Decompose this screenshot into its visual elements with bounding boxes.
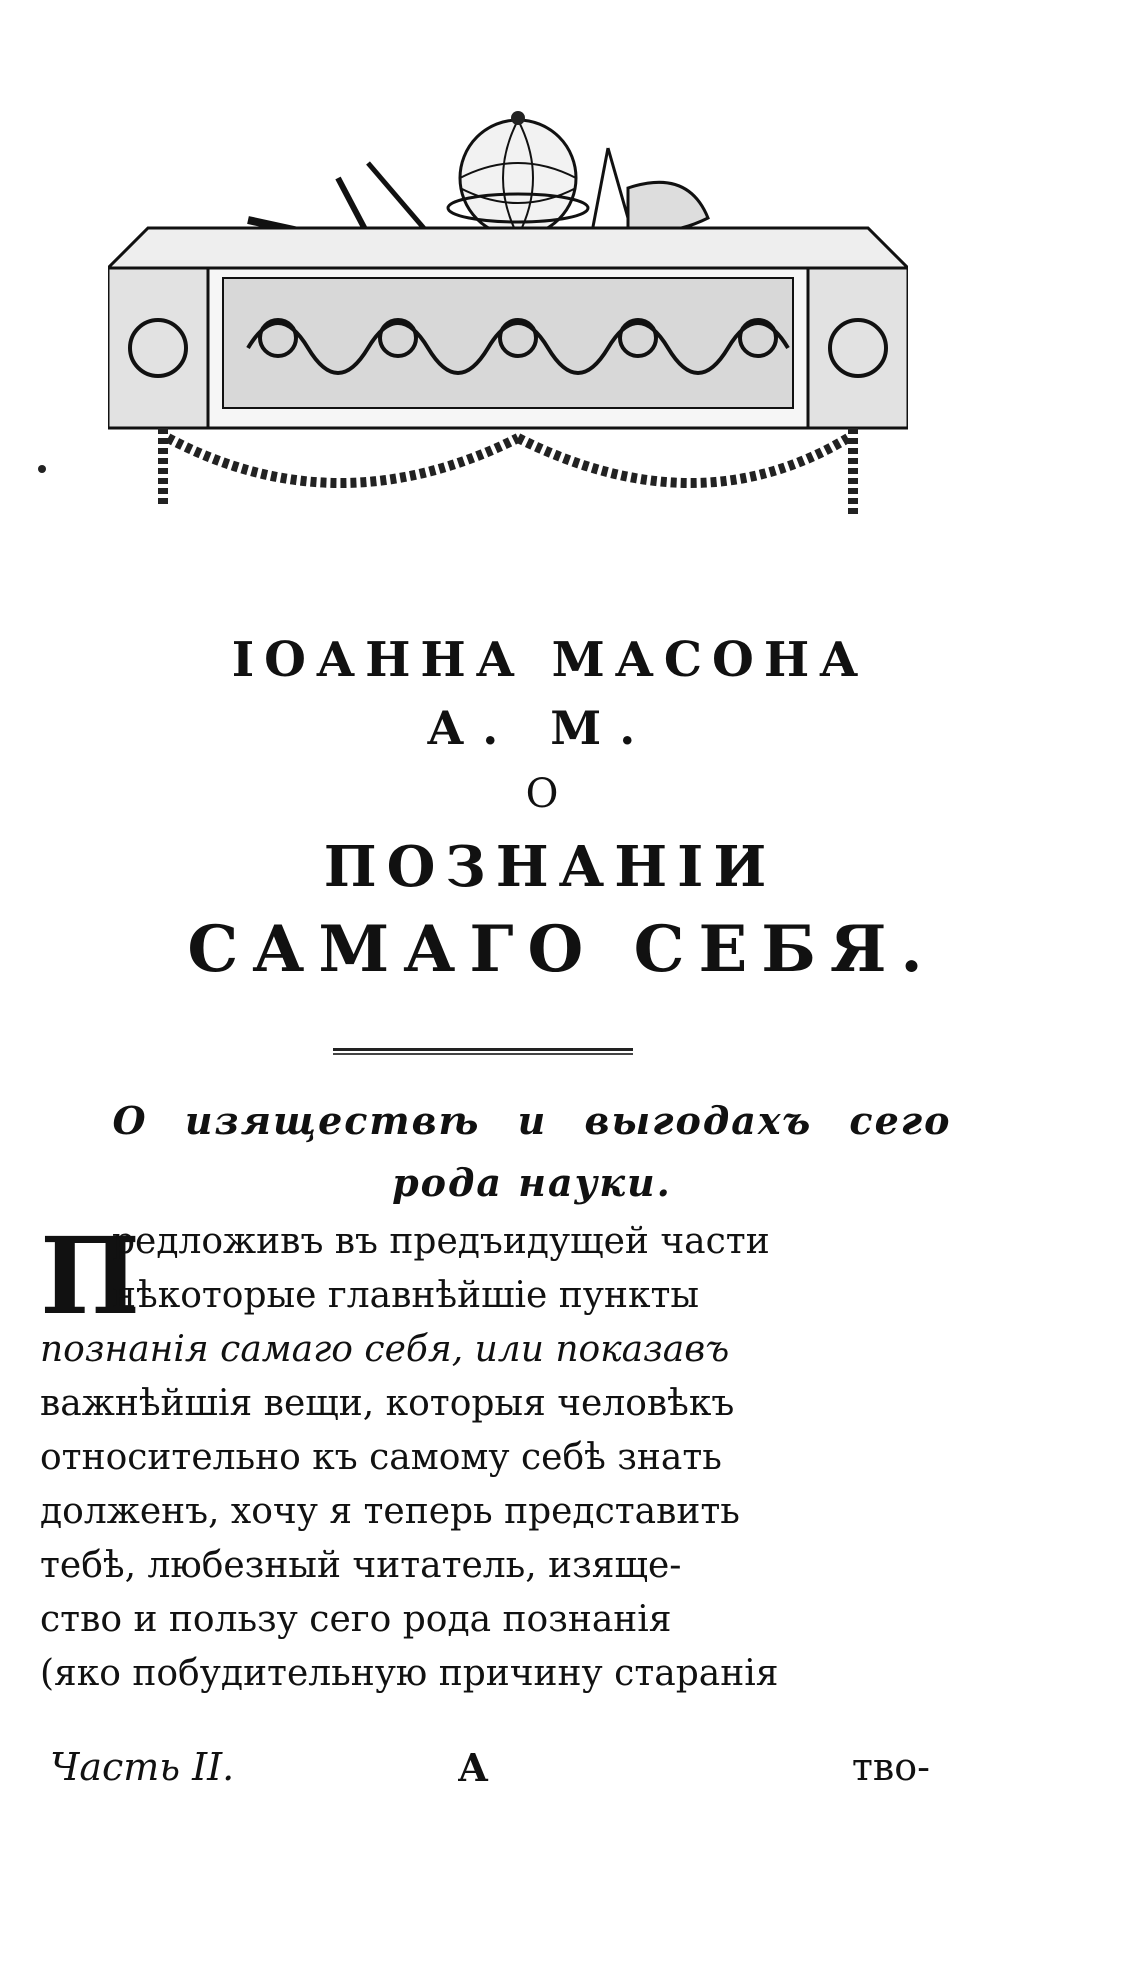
section-heading-line2: рода науки. — [392, 1160, 672, 1205]
body-line: редложивъ въ предъидущей части — [112, 1221, 770, 1262]
body-line: ство и пользу сего рода познанія — [40, 1599, 672, 1640]
section-heading-line1: О изяществѣ и выгодахъ сего — [112, 1098, 952, 1143]
ink-dot — [38, 465, 46, 473]
signature-letter: А — [457, 1745, 489, 1790]
body-line: относительно къ самому себѣ знать — [40, 1437, 722, 1478]
page-footer — [50, 1745, 930, 1790]
body-text — [40, 1215, 940, 1701]
drop-cap: П — [40, 1213, 141, 1338]
title-preposition: О — [525, 771, 559, 817]
catchword: тво- — [851, 1745, 930, 1789]
body-line: важнѣйшія вещи, которыя человѣкъ — [40, 1383, 735, 1424]
author-name: ІОАННА МАСОНА — [231, 632, 869, 688]
title-block — [0, 625, 1140, 993]
body-line: долженъ, хочу я теперь представить — [40, 1491, 740, 1532]
body-line: тебѣ, любезный читатель, изяще- — [40, 1545, 682, 1586]
title-main-2: САМАГО СЕБЯ. — [187, 912, 937, 987]
volume-signature: Часть II. — [50, 1745, 235, 1789]
body-line: (яко побудительную причину старанія — [40, 1653, 779, 1694]
author-degree: А. М. — [426, 701, 654, 755]
divider-rule — [333, 1048, 633, 1056]
masonic-ornament-illustration — [108, 108, 908, 538]
body-line: нѣкоторые главнѣйшіе пункты — [112, 1275, 700, 1316]
title-main-1: ПОЗНАНІИ — [323, 834, 777, 900]
body-line: познанія самаго себя, или показавъ — [40, 1329, 730, 1370]
